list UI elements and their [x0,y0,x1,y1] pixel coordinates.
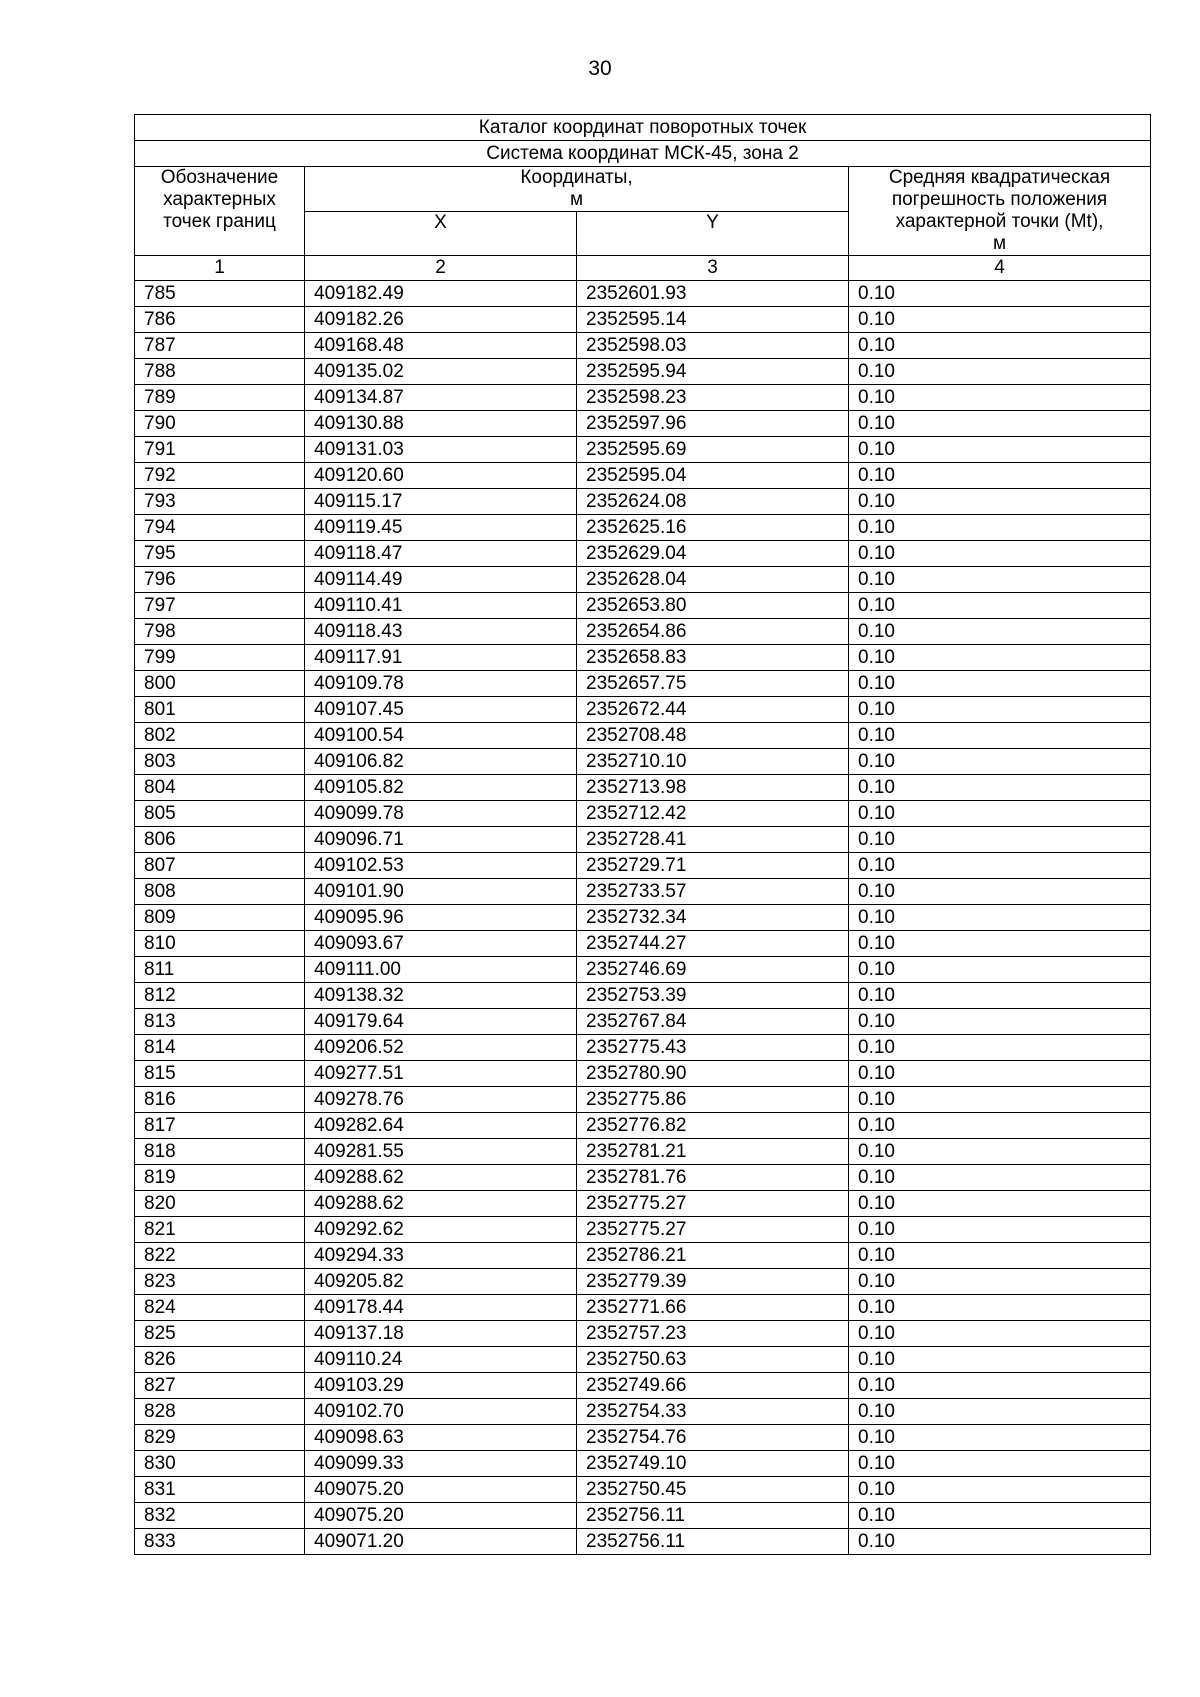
cell-y: 2352749.66 [577,1373,849,1399]
column-number: 2 [305,256,577,281]
cell-error: 0.10 [849,853,1151,879]
coordinates-catalog-table [134,114,1151,1555]
column-number: 4 [849,256,1151,281]
cell-point-id: 797 [135,593,305,619]
cell-point-id: 807 [135,853,305,879]
cell-point-id: 809 [135,905,305,931]
cell-error: 0.10 [849,1243,1151,1269]
cell-error: 0.10 [849,307,1151,333]
cell-y: 2352595.94 [577,359,849,385]
cell-y: 2352597.96 [577,411,849,437]
cell-point-id: 799 [135,645,305,671]
cell-y: 2352728.41 [577,827,849,853]
cell-x: 409205.82 [305,1269,577,1295]
cell-error: 0.10 [849,1113,1151,1139]
cell-x: 409110.41 [305,593,577,619]
cell-point-id: 822 [135,1243,305,1269]
cell-y: 2352601.93 [577,281,849,307]
cell-x: 409075.20 [305,1503,577,1529]
cell-y: 2352713.98 [577,775,849,801]
cell-error: 0.10 [849,1217,1151,1243]
cell-y: 2352654.86 [577,619,849,645]
table-row [135,437,1151,463]
cell-y: 2352672.44 [577,697,849,723]
cell-point-id: 794 [135,515,305,541]
cell-y: 2352754.76 [577,1425,849,1451]
cell-point-id: 833 [135,1529,305,1555]
table-row [135,905,1151,931]
table-row [135,1347,1151,1373]
cell-x: 409119.45 [305,515,577,541]
table-subtitle: Система координат МСК-45, зона 2 [135,141,1151,167]
cell-point-id: 804 [135,775,305,801]
cell-y: 2352744.27 [577,931,849,957]
cell-x: 409099.33 [305,1451,577,1477]
cell-error: 0.10 [849,957,1151,983]
cell-x: 409134.87 [305,385,577,411]
table-row [135,1503,1151,1529]
table-row [135,931,1151,957]
cell-error: 0.10 [849,541,1151,567]
cell-error: 0.10 [849,1425,1151,1451]
table-row [135,1087,1151,1113]
cell-x: 409278.76 [305,1087,577,1113]
cell-y: 2352732.34 [577,905,849,931]
table-row [135,1243,1151,1269]
cell-error: 0.10 [849,1009,1151,1035]
cell-point-id: 803 [135,749,305,775]
table-row [135,853,1151,879]
table-row [135,1269,1151,1295]
header-mean-square-error: Средняя квадратическая погрешность положения характерной точки (Mt), м [849,167,1151,256]
table-row [135,1035,1151,1061]
cell-x: 409099.78 [305,801,577,827]
cell-x: 409131.03 [305,437,577,463]
table-row [135,1529,1151,1555]
cell-error: 0.10 [849,905,1151,931]
cell-y: 2352598.03 [577,333,849,359]
cell-error: 0.10 [849,749,1151,775]
table-row [135,1113,1151,1139]
cell-y: 2352781.76 [577,1165,849,1191]
cell-y: 2352658.83 [577,645,849,671]
cell-x: 409102.53 [305,853,577,879]
table-row [135,801,1151,827]
table-row [135,1425,1151,1451]
cell-x: 409114.49 [305,567,577,593]
cell-x: 409106.82 [305,749,577,775]
cell-x: 409110.24 [305,1347,577,1373]
table-row [135,385,1151,411]
cell-point-id: 827 [135,1373,305,1399]
cell-y: 2352629.04 [577,541,849,567]
table-row [135,1477,1151,1503]
table-row [135,515,1151,541]
table-row [135,1399,1151,1425]
cell-x: 409282.64 [305,1113,577,1139]
table-row [135,463,1151,489]
cell-point-id: 815 [135,1061,305,1087]
cell-y: 2352625.16 [577,515,849,541]
header-x: X [305,212,577,256]
cell-y: 2352779.39 [577,1269,849,1295]
cell-error: 0.10 [849,1035,1151,1061]
cell-y: 2352757.23 [577,1321,849,1347]
cell-error: 0.10 [849,437,1151,463]
cell-point-id: 816 [135,1087,305,1113]
cell-error: 0.10 [849,1061,1151,1087]
cell-x: 409288.62 [305,1191,577,1217]
cell-error: 0.10 [849,775,1151,801]
cell-x: 409107.45 [305,697,577,723]
cell-error: 0.10 [849,1191,1151,1217]
cell-y: 2352708.48 [577,723,849,749]
table-row [135,1191,1151,1217]
cell-y: 2352746.69 [577,957,849,983]
cell-error: 0.10 [849,983,1151,1009]
cell-x: 409118.43 [305,619,577,645]
cell-error: 0.10 [849,1503,1151,1529]
table-row [135,593,1151,619]
table-row [135,1295,1151,1321]
table-row [135,1321,1151,1347]
cell-x: 409288.62 [305,1165,577,1191]
cell-x: 409071.20 [305,1529,577,1555]
cell-x: 409182.49 [305,281,577,307]
cell-y: 2352712.42 [577,801,849,827]
cell-point-id: 791 [135,437,305,463]
cell-x: 409100.54 [305,723,577,749]
table-row [135,567,1151,593]
cell-error: 0.10 [849,1451,1151,1477]
cell-y: 2352750.45 [577,1477,849,1503]
cell-point-id: 805 [135,801,305,827]
table-row [135,749,1151,775]
cell-error: 0.10 [849,463,1151,489]
cell-x: 409206.52 [305,1035,577,1061]
cell-point-id: 789 [135,385,305,411]
cell-point-id: 823 [135,1269,305,1295]
table-row [135,1009,1151,1035]
table-row [135,307,1151,333]
header-y: Y [577,212,849,256]
cell-x: 409118.47 [305,541,577,567]
cell-x: 409103.29 [305,1373,577,1399]
table-title: Каталог координат поворотных точек [135,115,1151,141]
table-row [135,359,1151,385]
cell-y: 2352775.43 [577,1035,849,1061]
cell-x: 409137.18 [305,1321,577,1347]
cell-y: 2352595.14 [577,307,849,333]
cell-error: 0.10 [849,723,1151,749]
cell-y: 2352595.69 [577,437,849,463]
cell-error: 0.10 [849,619,1151,645]
table-row [135,723,1151,749]
cell-point-id: 811 [135,957,305,983]
cell-point-id: 787 [135,333,305,359]
table-row [135,827,1151,853]
cell-x: 409179.64 [305,1009,577,1035]
cell-point-id: 796 [135,567,305,593]
cell-point-id: 795 [135,541,305,567]
cell-y: 2352775.86 [577,1087,849,1113]
cell-y: 2352750.63 [577,1347,849,1373]
cell-x: 409111.00 [305,957,577,983]
cell-point-id: 798 [135,619,305,645]
cell-error: 0.10 [849,567,1151,593]
cell-x: 409292.62 [305,1217,577,1243]
cell-error: 0.10 [849,1321,1151,1347]
cell-point-id: 825 [135,1321,305,1347]
table-row [135,411,1151,437]
table-row [135,1061,1151,1087]
cell-error: 0.10 [849,593,1151,619]
cell-point-id: 813 [135,1009,305,1035]
cell-x: 409075.20 [305,1477,577,1503]
cell-point-id: 821 [135,1217,305,1243]
table-row [135,281,1151,307]
cell-point-id: 801 [135,697,305,723]
cell-point-id: 819 [135,1165,305,1191]
cell-error: 0.10 [849,645,1151,671]
cell-y: 2352624.08 [577,489,849,515]
cell-y: 2352756.11 [577,1529,849,1555]
cell-error: 0.10 [849,515,1151,541]
cell-y: 2352775.27 [577,1191,849,1217]
cell-error: 0.10 [849,1529,1151,1555]
cell-y: 2352628.04 [577,567,849,593]
cell-point-id: 824 [135,1295,305,1321]
table-row [135,697,1151,723]
cell-point-id: 792 [135,463,305,489]
cell-point-id: 829 [135,1425,305,1451]
cell-point-id: 808 [135,879,305,905]
cell-x: 409095.96 [305,905,577,931]
cell-error: 0.10 [849,359,1151,385]
cell-error: 0.10 [849,879,1151,905]
table-row [135,1217,1151,1243]
cell-y: 2352657.75 [577,671,849,697]
header-point-designation: Обозначение характерных точек границ [135,167,305,256]
cell-x: 409105.82 [305,775,577,801]
cell-error: 0.10 [849,1087,1151,1113]
cell-point-id: 830 [135,1451,305,1477]
table-row [135,671,1151,697]
column-number: 3 [577,256,849,281]
cell-y: 2352754.33 [577,1399,849,1425]
cell-x: 409096.71 [305,827,577,853]
table-row [135,1373,1151,1399]
cell-y: 2352756.11 [577,1503,849,1529]
cell-y: 2352733.57 [577,879,849,905]
cell-x: 409109.78 [305,671,577,697]
table-row [135,1165,1151,1191]
cell-x: 409102.70 [305,1399,577,1425]
cell-error: 0.10 [849,697,1151,723]
page-number: 30 [588,57,612,80]
cell-x: 409101.90 [305,879,577,905]
table-row [135,619,1151,645]
cell-y: 2352776.82 [577,1113,849,1139]
cell-x: 409130.88 [305,411,577,437]
cell-error: 0.10 [849,801,1151,827]
cell-error: 0.10 [849,333,1151,359]
cell-y: 2352598.23 [577,385,849,411]
cell-point-id: 831 [135,1477,305,1503]
table-row [135,879,1151,905]
cell-error: 0.10 [849,671,1151,697]
table-row [135,645,1151,671]
cell-point-id: 802 [135,723,305,749]
cell-point-id: 785 [135,281,305,307]
cell-point-id: 832 [135,1503,305,1529]
cell-y: 2352775.27 [577,1217,849,1243]
cell-point-id: 828 [135,1399,305,1425]
cell-x: 409178.44 [305,1295,577,1321]
cell-point-id: 793 [135,489,305,515]
cell-y: 2352786.21 [577,1243,849,1269]
cell-point-id: 786 [135,307,305,333]
cell-y: 2352753.39 [577,983,849,1009]
cell-point-id: 810 [135,931,305,957]
cell-error: 0.10 [849,1399,1151,1425]
cell-y: 2352729.71 [577,853,849,879]
table-row [135,1139,1151,1165]
cell-point-id: 812 [135,983,305,1009]
cell-x: 409098.63 [305,1425,577,1451]
cell-x: 409182.26 [305,307,577,333]
cell-y: 2352595.04 [577,463,849,489]
cell-y: 2352749.10 [577,1451,849,1477]
cell-point-id: 820 [135,1191,305,1217]
cell-x: 409168.48 [305,333,577,359]
column-number: 1 [135,256,305,281]
cell-y: 2352767.84 [577,1009,849,1035]
cell-x: 409277.51 [305,1061,577,1087]
table-row [135,333,1151,359]
table-row [135,541,1151,567]
table-row [135,983,1151,1009]
cell-y: 2352710.10 [577,749,849,775]
header-coordinates: Координаты, м [305,167,849,212]
cell-x: 409135.02 [305,359,577,385]
cell-error: 0.10 [849,1139,1151,1165]
cell-x: 409138.32 [305,983,577,1009]
cell-x: 409120.60 [305,463,577,489]
cell-point-id: 814 [135,1035,305,1061]
cell-error: 0.10 [849,489,1151,515]
cell-point-id: 818 [135,1139,305,1165]
cell-error: 0.10 [849,1295,1151,1321]
table-row [135,489,1151,515]
table-row [135,957,1151,983]
cell-error: 0.10 [849,1373,1151,1399]
cell-error: 0.10 [849,1165,1151,1191]
cell-error: 0.10 [849,1477,1151,1503]
cell-error: 0.10 [849,1347,1151,1373]
cell-y: 2352653.80 [577,593,849,619]
cell-y: 2352771.66 [577,1295,849,1321]
cell-point-id: 800 [135,671,305,697]
cell-error: 0.10 [849,411,1151,437]
cell-x: 409093.67 [305,931,577,957]
cell-point-id: 790 [135,411,305,437]
cell-x: 409294.33 [305,1243,577,1269]
table-row [135,1451,1151,1477]
cell-point-id: 826 [135,1347,305,1373]
cell-error: 0.10 [849,385,1151,411]
cell-error: 0.10 [849,281,1151,307]
cell-x: 409115.17 [305,489,577,515]
cell-point-id: 806 [135,827,305,853]
cell-point-id: 817 [135,1113,305,1139]
cell-y: 2352780.90 [577,1061,849,1087]
table-body [135,281,1151,1555]
table-row [135,775,1151,801]
cell-error: 0.10 [849,931,1151,957]
cell-error: 0.10 [849,827,1151,853]
cell-x: 409117.91 [305,645,577,671]
cell-point-id: 788 [135,359,305,385]
cell-y: 2352781.21 [577,1139,849,1165]
cell-error: 0.10 [849,1269,1151,1295]
cell-x: 409281.55 [305,1139,577,1165]
